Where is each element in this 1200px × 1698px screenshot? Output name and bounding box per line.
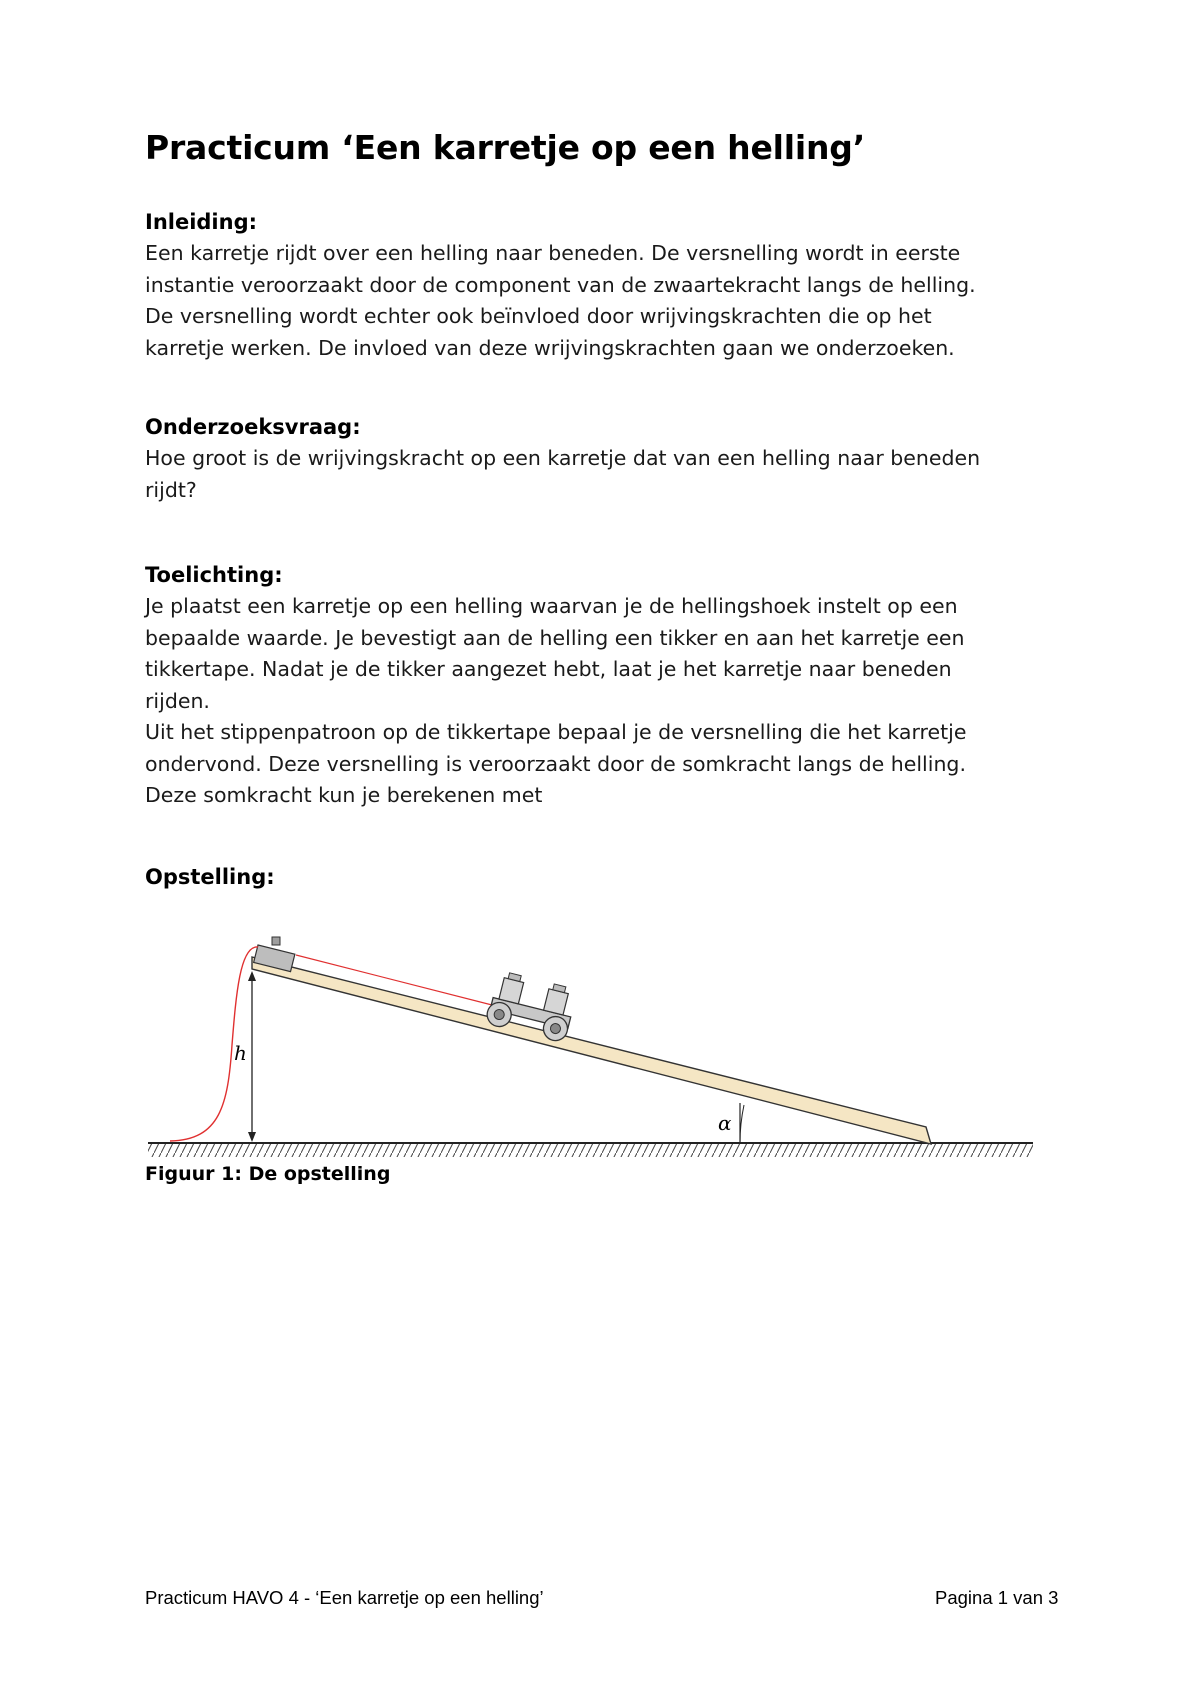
section-heading: Inleiding: (145, 210, 258, 234)
body-line: Een karretje rijdt over een helling naar beneden. De versnelling wordt in eerste (145, 241, 961, 265)
body-line: karretje werken. De invloed van deze wrijvingskrachten gaan we onderzoeken. (145, 335, 955, 360)
section-toelichting (145, 560, 1075, 812)
section-onderzoeksvraag (145, 412, 1075, 506)
section-body (145, 443, 1075, 506)
arrow-head-bottom (248, 1132, 256, 1142)
body-line: tikkertape. Nadat je de tikker aangezet hebt, laat je het karretje naar beneden (145, 657, 952, 681)
body-line: rijdt? (145, 477, 197, 502)
section-heading: Opstelling: (145, 865, 275, 889)
section-heading: Onderzoeksvraag: (145, 415, 361, 439)
body-line: Uit het stippenpatroon op de tikkertape bepaal je de versnelling die het karretje (145, 720, 967, 744)
section-heading: Toelichting: (145, 563, 283, 587)
arrow-head-top (248, 971, 256, 981)
setup-figure (140, 915, 1040, 1165)
figure-caption: Figuur 1: De opstelling (145, 1163, 391, 1185)
section-body (145, 591, 1075, 812)
footer-page-number: Pagina 1 van 3 (935, 1587, 1059, 1608)
body-line: bepaalde waarde. Je bevestigt aan de helling een tikker en aan het karretje een (145, 625, 965, 650)
body-line: De versnelling wordt echter ook beïnvloed door wrijvingskrachten die op het (145, 304, 932, 328)
body-line: ondervond. Deze versnelling is veroorzaakt door de somkracht langs de helling. (145, 751, 966, 776)
body-line: Hoe groot is de wrijvingskracht op een karretje dat van een helling naar beneden (145, 446, 981, 470)
ground-hatching (148, 1143, 1033, 1157)
page-title: Practicum ‘Een karretje op een helling’ (145, 128, 866, 167)
section-inleiding (145, 207, 1075, 364)
angle-label: α (718, 1111, 732, 1135)
section-body (145, 238, 1075, 364)
footer-document-title: Practicum HAVO 4 - ‘Een karretje op een helling’ (145, 1587, 544, 1608)
body-line: instantie veroorzaakt door de component van de zwaartekracht langs de helling. (145, 272, 976, 297)
body-line: Je plaatst een karretje op een helling waarvan je de hellingshoek instelt op een (145, 594, 958, 618)
height-label: h (234, 1041, 247, 1065)
section-opstelling (145, 862, 1075, 893)
body-line: rijden. (145, 688, 210, 713)
body-line: Deze somkracht kun je berekenen met (145, 783, 543, 807)
ramp-board (252, 957, 931, 1144)
